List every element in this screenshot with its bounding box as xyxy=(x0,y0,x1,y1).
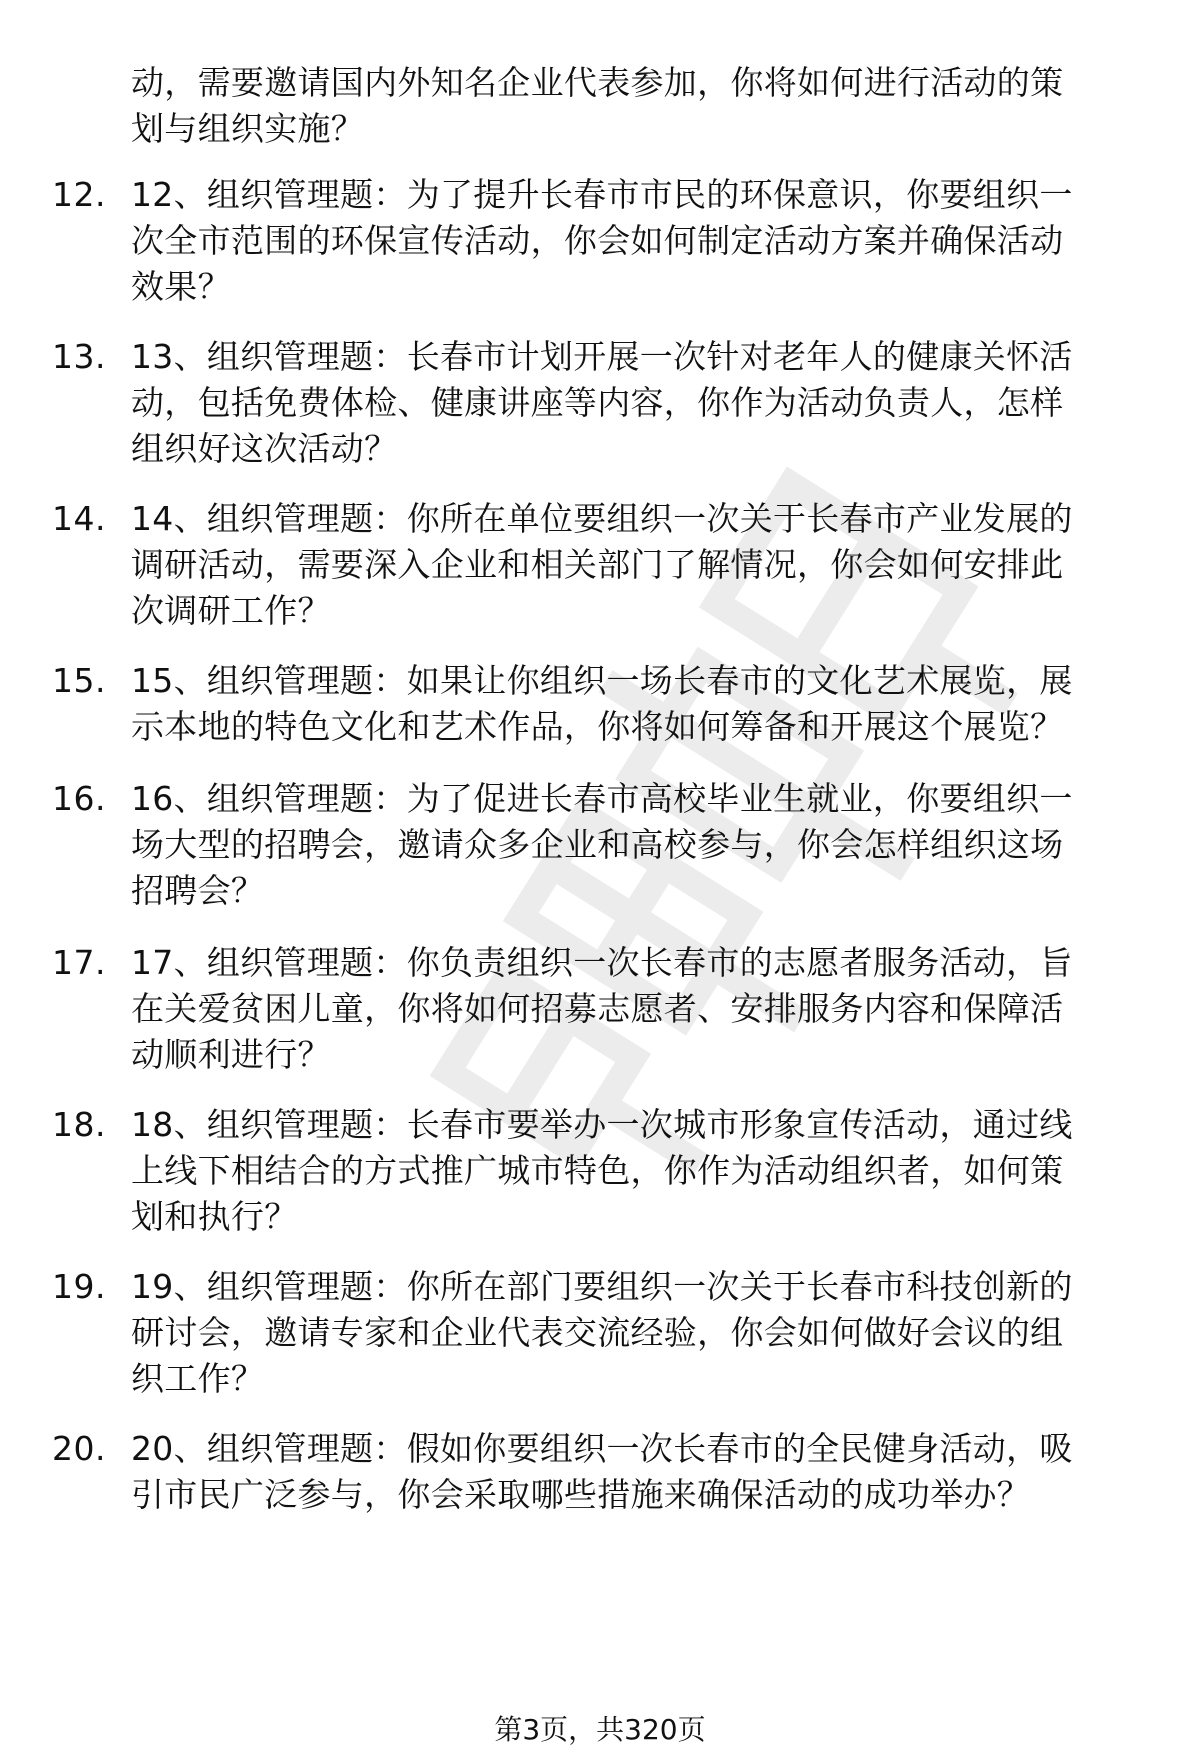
list-number: 13. xyxy=(52,337,106,376)
question-text: 20、组织管理题：假如你要组织一次长春市的全民健身活动，吸 引市民广泛参与，你会采取哪些措施来确保活动的成功举办？ xyxy=(131,1429,1073,1514)
question-text: 15、组织管理题：如果让你组织一场长春市的文化艺术展览，展 示本地的特色文化和艺术作品，你将如何筹备和开展这个展览？ xyxy=(131,661,1073,746)
question-text: 16、组织管理题：为了促进长春市高校毕业生就业，你要组织一 场大型的招聘会，邀请众多企业和高校参与，你会怎样组织这场 招聘会？ xyxy=(131,779,1073,910)
page-footer: 第3页，共320页 xyxy=(494,1713,706,1746)
list-number: 12. xyxy=(52,175,106,214)
list-number: 18. xyxy=(52,1105,106,1144)
list-number: 14. xyxy=(52,499,106,538)
question-text: 17、组织管理题：你负责组织一次长春市的志愿者服务活动，旨 在关爱贫困儿童，你将如何招募志愿者、安排服务内容和保障活 动顺利进行？ xyxy=(131,943,1073,1074)
list-number: 17. xyxy=(52,943,106,982)
list-number: 16. xyxy=(52,779,106,818)
question-text: 14、组织管理题：你所在单位要组织一次关于长春市产业发展的 调研活动，需要深入企业和相关部门了解情况，你会如何安排此 次调研工作？ xyxy=(131,499,1073,630)
question-text: 19、组织管理题：你所在部门要组织一次关于长春市科技创新的 研讨会，邀请专家和企业代表交流经验，你会如何做好会议的组 织工作？ xyxy=(131,1267,1073,1398)
list-number: 20. xyxy=(52,1429,106,1468)
question-text: 18、组织管理题：长春市要举办一次城市形象宣传活动，通过线 上线下相结合的方式推广城市特色，你作为活动组织者，如何策 划和执行？ xyxy=(131,1105,1073,1236)
question-text: 12、组织管理题：为了提升长春市市民的环保意识，你要组织一 次全市范围的环保宣传活动，你会如何制定活动方案并确保活动 效果？ xyxy=(131,175,1073,306)
list-number: 19. xyxy=(52,1267,106,1306)
list-number: 15. xyxy=(52,661,106,700)
question-text: 13、组织管理题：长春市计划开展一次针对老年人的健康关怀活 动，包括免费体检、健康讲座等内容，你作为活动负责人，怎样 组织好这次活动？ xyxy=(131,337,1073,468)
question-text: 动，需要邀请国内外知名企业代表参加，你将如何进行活动的策 划与组织实施？ xyxy=(131,63,1064,148)
